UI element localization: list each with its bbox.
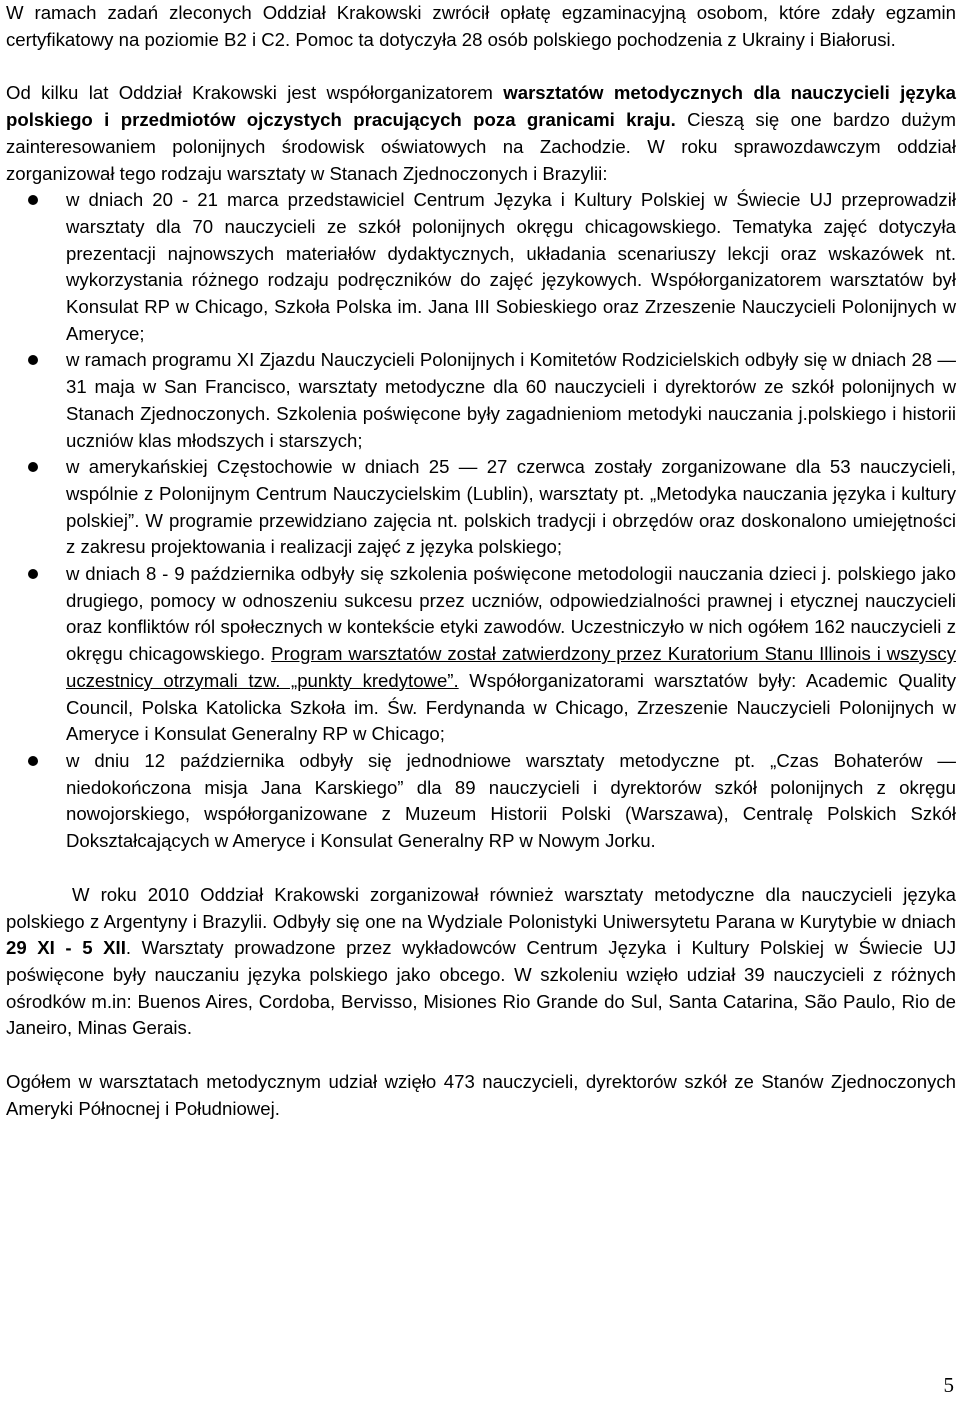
underlined-text: Program warsztatów został zatwierdzony przez Kuratorium Stanu Illinois i wszyscy uczestnicy otrzymali tzw. „punkty kredytowe”. xyxy=(66,643,956,691)
page-number: 5 xyxy=(943,1373,954,1397)
bullet-icon xyxy=(28,569,38,579)
list-item xyxy=(6,561,956,748)
bullet-icon xyxy=(28,195,38,205)
bullet-icon xyxy=(28,355,38,365)
paragraph-workshops-intro xyxy=(6,80,956,187)
list-item xyxy=(6,347,956,454)
document-page xyxy=(6,0,956,1122)
bullet-icon xyxy=(28,462,38,472)
list-item-text-continuation: Współorganizatorami warsztatów były: Academic Quality Council, Polska Katolicka Szkoła im. Św. Ferdynanda w Chicago, Zrzeszenie Nauczycieli Polonijnych w Ameryce i Konsulat Generalny RP w Chicago; xyxy=(66,669,956,745)
list-item-text: w ramach programu XI Zjazdu Nauczycieli Polonijnych i Komitetów Rodzicielskich odbyły się w dniach 28 — 31 maja w San Francisco, warsztaty metodyczne dla 60 nauczycieli i dyrektorów ze szkół polonijnych w Stanach Zjednoczonych. Szkolenia poświęcone były zagadnieniom metodyki nauczania j.polskiego i historii uczniów klas młodszych i starszych; xyxy=(66,349,956,451)
date-range-bold: 29 XI - 5 XII xyxy=(6,937,126,959)
intro-text: Od kilku lat Oddział Krakowski jest współorganizatorem xyxy=(6,82,504,104)
bullet-icon xyxy=(28,756,38,766)
intro-continuation: Cieszą się one bardzo dużym zainteresowaniem polonijnych środowisk oświatowych na Zachodzie. W roku sprawozdawczym oddział zorganizował tego rodzaju warsztaty w Stanach Zjednoczonych i Brazylii: xyxy=(6,109,956,184)
workshops-list xyxy=(6,187,956,855)
intro-bold-text: warsztatów metodycznych dla nauczycieli języka polskiego i przedmiotów ojczystych pracujących poza granicami kraju. xyxy=(6,82,956,131)
list-item-text: w dniach 8 - 9 października odbyły się szkolenia poświęcone metodologii nauczania dzieci j. polskiego jako drugiego, pomocy w odnoszeniu sukcesu przez uczniów, odpowiedzialności prawnej i etycznej nauczycieli oraz konfliktów ról społecznych w kontekście etyki zawodów. Uczestniczyło w nich ogółem 162 nauczycieli z okręgu chicagowskiego. xyxy=(66,563,956,665)
list-item xyxy=(6,187,956,347)
paragraph-2010-workshops xyxy=(6,882,956,1042)
paragraph-text: W roku 2010 Oddział Krakowski zorganizował również warsztaty metodyczne dla nauczycieli języka polskiego z Argentyny i Brazylii. Odbyły się one na Wydziale Polonistyki Uniwersytetu Parana w Kurytybie w dniach xyxy=(6,883,956,932)
list-item-text: w dniach 20 - 21 marca przedstawiciel Centrum Języka i Kultury Polskiej w Świecie UJ przeprowadził warsztaty dla 70 nauczycieli ze szkół polonijnych okręgu chicagowskiego. Tematyka zajęć dotyczyła prezentacji najnowszych materiałów dydaktycznych, układania scenariuszy lekcji oraz wskazówek nt. wykorzystania różnego rodzaju podręczników do zajęć językowych. Współorganizatorem warsztatów był Konsulat RP w Chicago, Szkoła Polska im. Jana III Sobieskiego oraz Zrzeszenie Nauczycieli Polonijnych w Ameryce; xyxy=(66,189,956,344)
list-item-text: w dniu 12 października odbyły się jednodniowe warsztaty metodyczne pt. „Czas Bohaterów — niedokończona misja Jana Karskiego” dla 89 nauczycieli i dyrektorów szkół polonijnych z okręgu nowojorskiego, współorganizowane z Muzeum Historii Polski (Warszawa), Centralę Polskich Szkół Dokształcających w Ameryce i Konsulat Generalny RP w Nowym Jorku. xyxy=(66,749,956,852)
paragraph-text-continuation: . Warsztaty prowadzone przez wykładowców Centrum Języka i Kultury Polskiej w Świecie UJ poświęcone były nauczaniu języka polskiego jako obcego. W szkoleniu wzięło udział 39 nauczycieli z różnych ośrodków m.in: Buenos Aires, Cordoba, Bervisso, Misiones Rio Grande do Sul, Santa Catarina, São Paulo, Rio de Janeiro, Minas Gerais. xyxy=(6,937,957,1039)
paragraph-summary: Ogółem w warsztatach metodycznym udział wzięło 473 nauczycieli, dyrektorów szkół ze Stanów Zjednoczonych Ameryki Północnej i Południowej. xyxy=(6,1071,956,1119)
list-item xyxy=(6,454,956,561)
list-item-text: w amerykańskiej Częstochowie w dniach 25 — 27 czerwca zostały zorganizowane dla 53 nauczycieli, wspólnie z Polonijnym Centrum Nauczycielskim (Lublin), warsztaty pt. „Metodyka nauczania języka i kultury polskiej”. W programie przewidziano zajęcia nt. polskich tradycji i obrzędów oraz doskonalono umiejętności z zakresu projektowania i realizacji zajęć z języka polskiego; xyxy=(66,456,956,558)
list-item xyxy=(6,748,956,855)
paragraph-exam-fees: W ramach zadań zleconych Oddział Krakowski zwrócił opłatę egzaminacyjną osobom, które zdały egzamin certyfikatowy na poziomie B2 i C2. Pomoc ta dotyczyła 28 osób polskiego pochodzenia z Ukrainy i Białorusi. xyxy=(6,2,956,50)
